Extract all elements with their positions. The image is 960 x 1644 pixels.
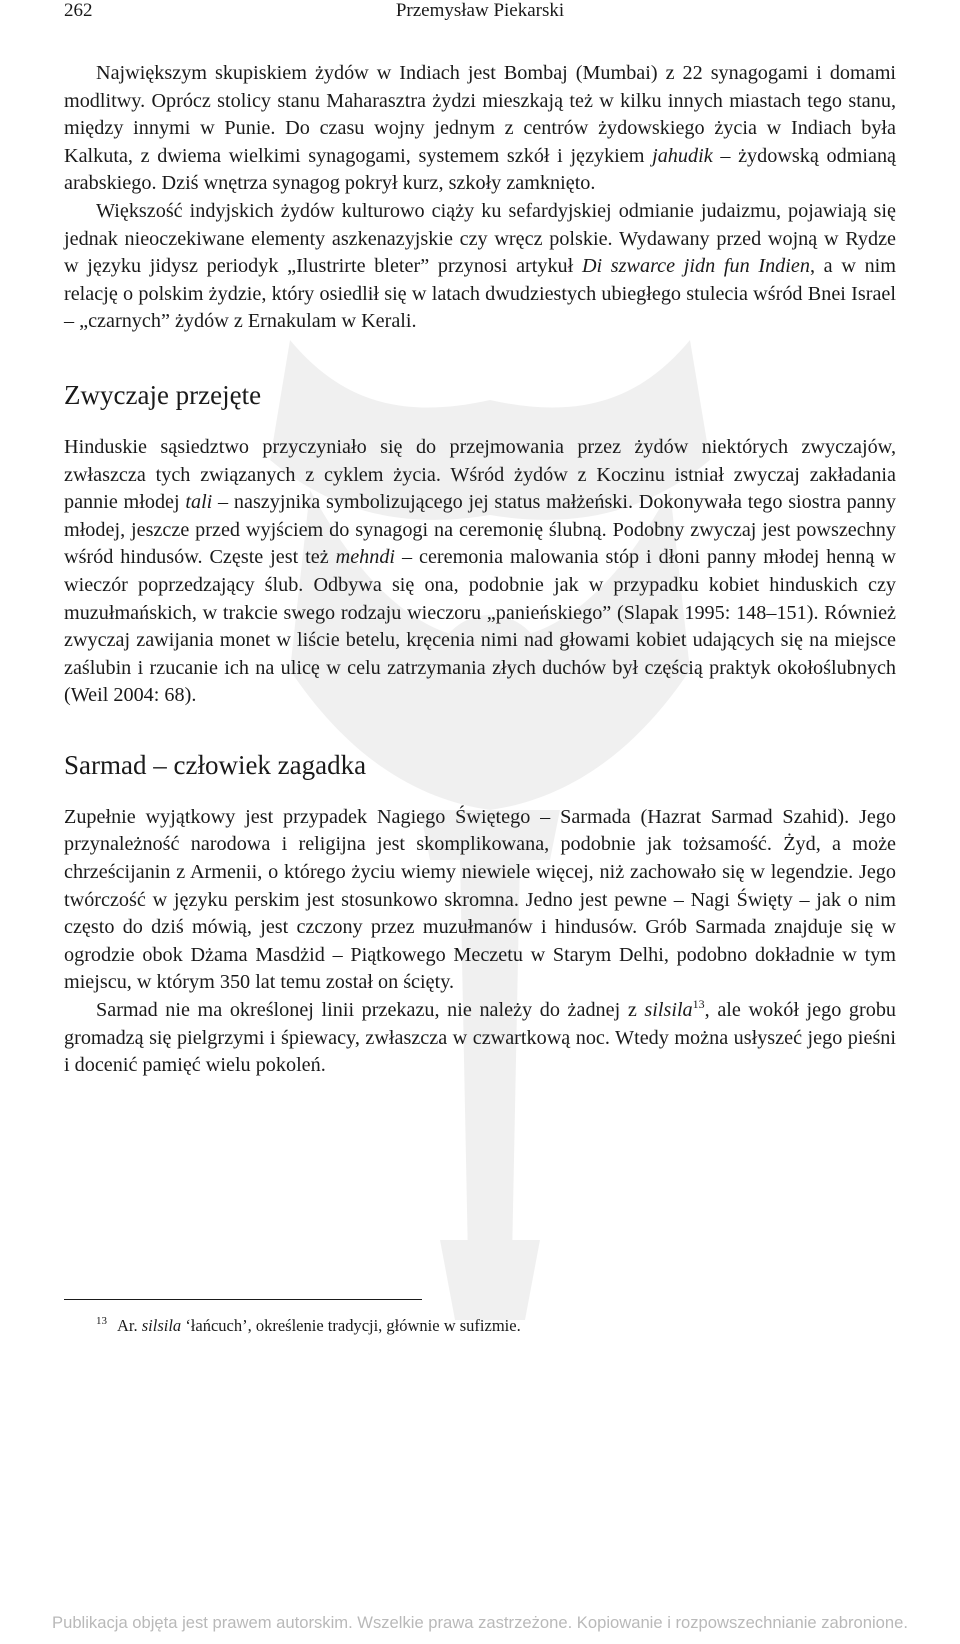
paragraph-sarmad-1: Zupełnie wyjątkowy jest przypadek Nagiego Świętego – Sarmada (Hazrat Sarmad Szahid). Jego przynależność narodowa i religijna jest skomplikowana, podobnie jak tożsamość. Żyd, a może chrześcijanin z Armenii, o którego życiu wiemy niewiele więcej, niż zachowało się w legendzie. Jego twórczość w języku perskim jest stosunkowo skromna. Jedno jest pewne – Nagi Święty – jak o nim często do dziś mówią, jest czczony przez muzułmanów i hindusów. Grób Sarmada znajduje się w ogrodzie obok Dżama Masdżid – Piątkowego Meczetu w Starym Delhi, podobno dokładnie w tym miejscu, w którym 350 lat temu został on ścięty. [64, 805, 896, 994]
term-silsila: silsila [644, 999, 693, 1022]
section-heading-customs: Zwyczaje przejęte [64, 379, 262, 410]
footnote-divider [64, 1299, 422, 1300]
term-jahudik: jahudik [652, 144, 713, 167]
paragraph-sarmad-2: Sarmad nie ma określonej linii przekazu, nie należy do żadnej z silsila$^{13}$, ale wokół jego grobu gromadzą się pielgrzymi i śpiewacy, zwłaszcza w czwartkową noc. Wtedy można usłyszeć jego pieśni i docenić pamięć wielu pokoleń. [64, 997, 897, 1077]
paragraph-bombay: Największym skupiskiem żydów w Indiach jest Bombaj (Mumbai) z 22 synagogami i domami modlitwy. Oprócz stolicy stanu Maharasztra żydzi mieszkają też w kilku innych miastach tego stanu, między innymi w Punie. Do czasu wojny jednym z centrów żydowskiego życia w Indiach była Kalkuta, z dwiema wielkimi synagogami, systemem szkół i językiem jahudik – żydowską odmianą arabskiego. Dziś wnętrza synagog pokrył kurz, szkoły zamknięto. [64, 62, 896, 195]
footnote-reference[interactable]: 13 [692, 997, 705, 1012]
term-tali: tali [185, 491, 213, 514]
paragraph-customs: Hinduskie sąsiedztwo przyczyniało się do przejmowania przez żydów niektórych zwyczajów, zwłaszcza tych związanych z cyklem życia. Wśród żydów z Koczinu istniał zwyczaj zakładania pannie młodej tali – naszyjnika symbolizującego jej status małżeński. Dokonywała tego siostra panny młodej, jeszcze przed wyjściem do synagogi na ceremonię ślubną. Podobny zwyczaj jest powszechny wśród hindusów. Częste jest też mehndi – ceremonia malowania stóp i dłoni panny młodej henną w wieczór poprzedzający ślub. Odbywa się ona, podobnie jak w przypadku kobiet hinduskich czy muzułmańskich, w trakcie swego rodzaju wieczoru „panieńskiego” (Slapak 1995: 148–151). Również zwyczaj zawijania monet w liście betelu, kręcenia nimi nad głowami kobiet udających się na miejsce zaślubin i rzucanie ich na ulicę w celu zatrzymania złych duchów był częścią praktyk okołoślubnych (Weil 2004: 68). [64, 435, 896, 707]
page-number: 262 [64, 0, 93, 21]
running-head: Przemysław Piekarski [395, 0, 565, 21]
page-header [64, 0, 896, 22]
article-title: Di szwarce jidn fun Indien [581, 255, 810, 278]
main-text [64, 60, 896, 1080]
footnote-number: 13 [96, 1315, 107, 1327]
paragraph-sephardic: Większość indyjskich żydów kulturowo ciąży ku sefardyjskiej odmianie judaizmu, pojawiają się jednak nieoczekiwane elementy aszkenazyjskie czy wręcz polskie. Wydawany przed wojną w Rydze w języku jidysz periodyk „Ilustrirte bleter” przynosi artykuł Di szwarce jidn fun Indien, a w nim relację o polskim żydzie, który osiedlił się w latach dwudziestych ubiegłego stulecia wśród Bnei Israel – „czarnych” żydów z Ernakulam w Kerali. [64, 199, 896, 333]
footnote: 13 Ar. silsila ‘łańcuch’, określenie tradycji, głównie w sufizmie. [96, 1315, 896, 1339]
footnote-term: silsila [141, 1316, 182, 1335]
term-mehndi: mehndi [335, 546, 396, 569]
copyright-notice: Publikacja objęta jest prawem autorskim. Wszelkie prawa zastrzeżone. Kopiowanie i rozpowszechnianie zabronione. [52, 1613, 908, 1632]
section-heading-sarmad: Sarmad – człowiek zagadka [64, 749, 367, 780]
